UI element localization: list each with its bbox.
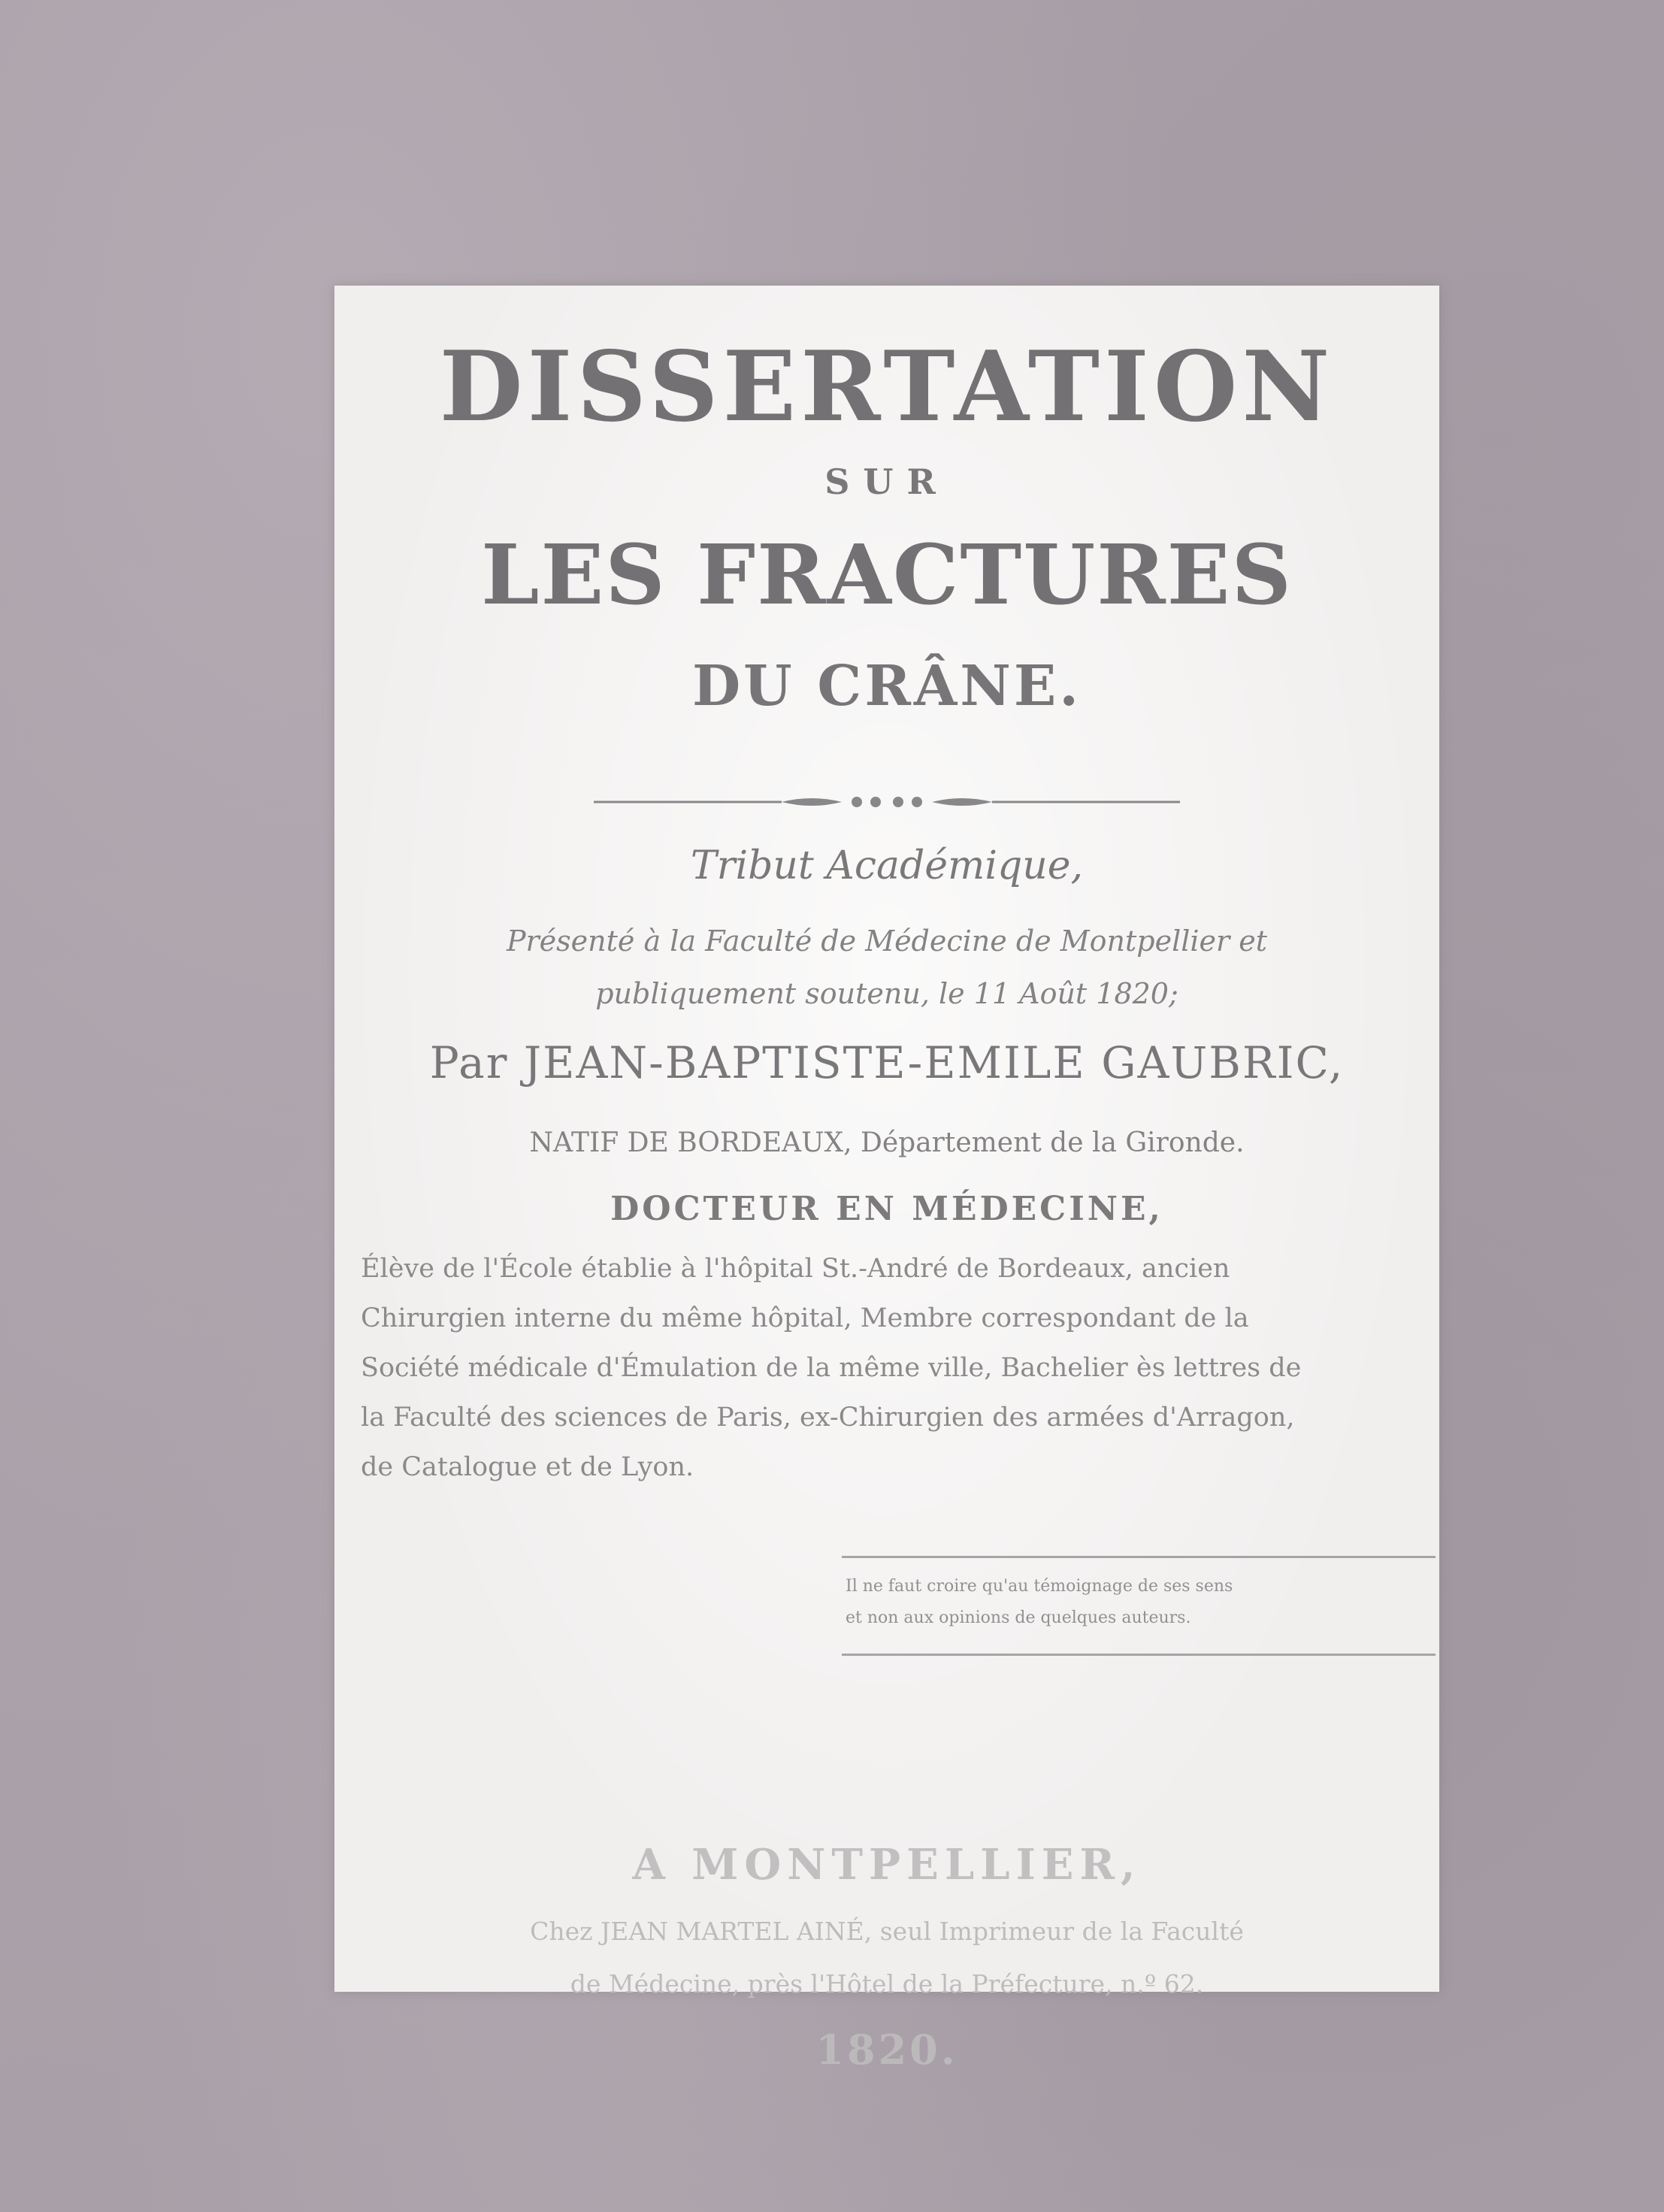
bio-line: Société médicale d'Émulation de la même ville, Bachelier ès lettres de [361,1353,1302,1383]
imprint-city: A MONTPELLIER, [632,1840,1142,1890]
bio-line: Élève de l'École établie à l'hôpital St.-André de Bordeaux, ancien [361,1254,1230,1284]
ornament-divider-icon [594,791,1180,813]
imprint-year: 1820. [815,2026,958,2074]
subtitle-tribut-academique: Tribut Académique, [690,843,1084,888]
author-degree: DOCTEUR EN MÉDECINE, [610,1190,1163,1228]
bio-line: de Catalogue et de Lyon. [361,1452,694,1482]
author-biography [361,1244,1443,1492]
bio-line: la Faculté des sciences de Paris, ex-Chirurgien des armées d'Arragon, [361,1403,1295,1433]
title-sur: SUR [824,461,949,502]
motto-top-rule [842,1556,1436,1558]
title-dissertation: DISSERTATION [439,331,1335,443]
motto-bottom-rule [842,1654,1436,1656]
title-les-fractures: LES FRACTURES [481,526,1293,623]
author-origin: NATIF DE BORDEAUX, Département de la Gironde. [529,1127,1245,1158]
epigraph-motto [846,1571,1432,1634]
title-du-crane: DU CRÂNE. [691,654,1082,719]
title-page-plate [334,286,1439,2074]
presented-line-2: publiquement soutenu, le 11 Août 1820; [595,977,1178,1010]
motto-line: Il ne faut croire qu'au témoignage de ses sens [846,1577,1233,1596]
presented-line-1: Présenté à la Faculté de Médecine de Montpellier et [506,924,1268,958]
bio-line: Chirurgien interne du même hôpital, Membre correspondant de la [361,1303,1249,1333]
imprint-printer-line-1: Chez JEAN MARTEL AINÉ, seul Imprimeur de la Faculté [530,1917,1244,1946]
motto-line: et non aux opinions de quelques auteurs. [846,1608,1191,1627]
author-name: Par JEAN-BAPTISTE-EMILE GAUBRIC, [429,1037,1345,1088]
imprint-printer-line-2: de Médecine, près l'Hôtel de la Préfecture, n.º 62. [570,1969,1204,1999]
